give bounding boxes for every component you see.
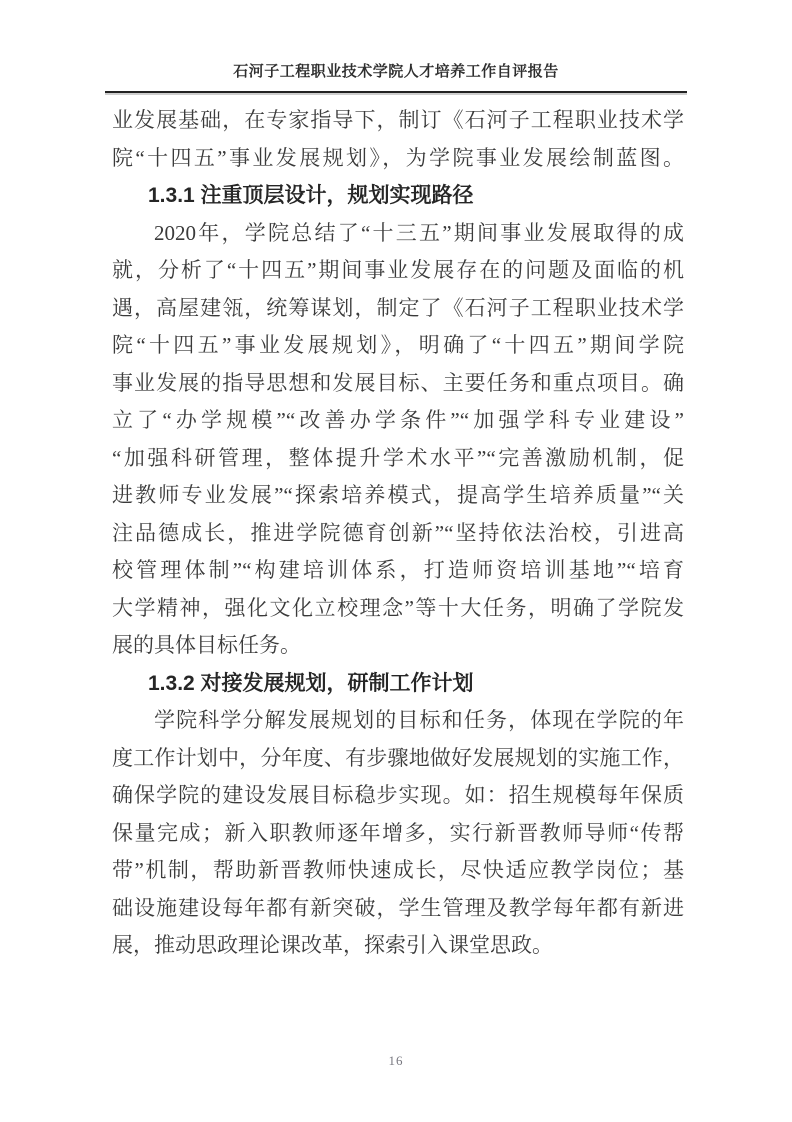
running-header bbox=[0, 60, 792, 81]
text-line: 事业发展的指导思想和发展目标、主要任务和重点项目。确 bbox=[112, 370, 684, 395]
text-line: 学院科学分解发展规划的目标和任务，体现在学院的年 bbox=[154, 708, 684, 732]
text-line: 院“十四五”事业发展规划》，为学院事业发展绘制蓝图。 bbox=[112, 145, 684, 170]
text-line: 院“十四五”事业发展规划》，明确了“十四五”期间学院 bbox=[112, 333, 684, 357]
section-heading: 1.3.2 对接发展规划，研制工作计划 bbox=[148, 671, 474, 695]
header-rule bbox=[105, 91, 687, 93]
text-line: 注品德成长，推进学院德育创新”“坚持依法治校，引进高 bbox=[112, 520, 684, 545]
text-line: 2020年，学院总结了“十三五”期间事业发展取得的成 bbox=[154, 220, 684, 245]
page-footer bbox=[0, 1052, 792, 1070]
text-line: 础设施建设每年都有新突破，学生管理及教学每年都有新进 bbox=[112, 895, 684, 920]
text-line: 确保学院的建设发展目标稳步实现。如：招生规模每年保质 bbox=[112, 783, 684, 807]
text-line: 业发展基础，在专家指导下，制订《石河子工程职业技术学 bbox=[112, 108, 684, 132]
text-line: 保量完成；新入职教师逐年增多，实行新晋教师导师“传帮 bbox=[112, 820, 684, 845]
page-number: 16 bbox=[388, 1053, 404, 1068]
text-line: 就，分析了“十四五”期间事业发展存在的问题及面临的机 bbox=[112, 258, 684, 282]
text-line: 度工作计划中，分年度、有步骤地做好发展规划的实施工作， bbox=[112, 745, 684, 770]
text-line: 展的具体目标任务。 bbox=[112, 633, 301, 657]
text-line: 进教师专业发展”“探索培养模式，提高学生培养质量”“关 bbox=[112, 483, 684, 507]
text-line: 带”机制，帮助新晋教师快速成长，尽快适应教学岗位；基 bbox=[112, 858, 684, 882]
document-body bbox=[112, 102, 684, 965]
text-line: “加强科研管理，整体提升学术水平”“完善激励机制，促 bbox=[112, 445, 684, 470]
header-title: 石河子工程职业技术学院人才培养工作自评报告 bbox=[233, 64, 559, 80]
text-line: 展，推动思政理论课改革，探索引入课堂思政。 bbox=[112, 933, 553, 957]
section-heading: 1.3.1 注重顶层设计，规划实现路径 bbox=[148, 184, 474, 207]
text-line: 立了“办学规模”“改善办学条件”“加强学科专业建设” bbox=[112, 408, 684, 432]
text-line: 遇，高屋建瓴，统筹谋划，制定了《石河子工程职业技术学 bbox=[112, 295, 684, 320]
text-line: 校管理体制”“构建培训体系，打造师资培训基地”“培育 bbox=[112, 558, 684, 582]
text-line: 大学精神，强化文化立校理念”等十大任务，明确了学院发 bbox=[112, 595, 684, 620]
